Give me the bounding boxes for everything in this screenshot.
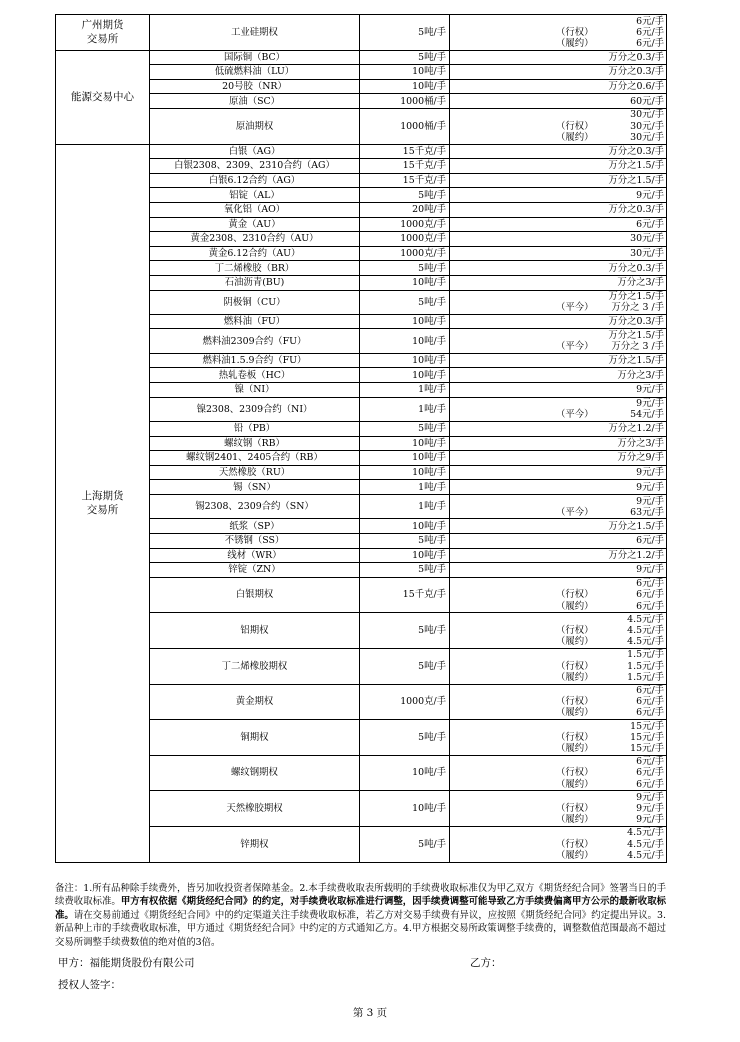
fee-line: [452, 398, 664, 409]
product-name-cell: 氧化铝（AO）: [150, 202, 360, 217]
note-text-part1: 备注：1.所有品种除手续费外，皆另加收投资者保障基金。2.本手续费收取表所载明的手续费收取标准仅为甲乙双方《期货经纪合同》签署当日的手续费收取标准。: [55, 883, 666, 908]
table-row: [56, 144, 667, 159]
product-name-cell: 工业硅期权: [150, 15, 360, 51]
fee-value: 万分之0.3/手: [608, 204, 664, 216]
product-name-cell: 镍2308、2309合约（NI）: [150, 397, 360, 421]
contract-unit-cell: 10吨/手: [360, 791, 450, 827]
contract-unit-cell: 1000克/手: [360, 232, 450, 247]
fee-cell: [450, 577, 667, 613]
fee-value: 6元/手: [636, 37, 664, 49]
fee-type-tag: （行权）: [556, 838, 594, 850]
fee-cell: [450, 519, 667, 534]
fee-value: 15元/手: [630, 743, 664, 755]
contract-unit-cell: 10吨/手: [360, 465, 450, 480]
fee-value: 6元/手: [636, 578, 664, 590]
fee-line: [452, 96, 664, 107]
fee-line: [452, 507, 664, 518]
fee-value: 9元/手: [636, 791, 664, 803]
fee-cell: [450, 648, 667, 684]
fee-line: [452, 535, 664, 546]
fee-cell: [450, 563, 667, 578]
fee-table-body: [56, 15, 667, 863]
fee-value: 4.5元/手: [627, 613, 664, 625]
product-name-cell: 线材（WR）: [150, 548, 360, 563]
contract-unit-cell: 15千克/手: [360, 577, 450, 613]
fee-type-tag: （履约）: [556, 778, 594, 790]
party-a-label: 甲方：福能期货股份有限公司: [58, 957, 195, 969]
product-name-cell: 黄金2308、2310合约（AU）: [150, 232, 360, 247]
contract-unit-cell: 10吨/手: [360, 755, 450, 791]
fee-line: [452, 767, 664, 778]
fee-line: [452, 850, 664, 861]
fee-value: 6元/手: [636, 756, 664, 768]
fee-value: 6元/手: [636, 15, 664, 27]
fee-value: 万分之0.3/手: [608, 51, 664, 63]
fee-line: [452, 132, 664, 143]
fee-value: 6元/手: [636, 26, 664, 38]
fee-value: 6元/手: [636, 685, 664, 697]
fee-value: 6元/手: [636, 218, 664, 230]
fee-value: 万分之1.5/手: [608, 355, 664, 367]
product-name-cell: 铜期权: [150, 720, 360, 756]
product-name-cell: 镍（NI）: [150, 383, 360, 398]
fee-cell: [450, 275, 667, 290]
fee-cell: [450, 613, 667, 649]
fee-line: [452, 482, 664, 493]
product-name-cell: 锡（SN）: [150, 480, 360, 495]
fee-cell: [450, 495, 667, 519]
product-name-cell: 黄金期权: [150, 684, 360, 720]
product-name-cell: 白银期权: [150, 577, 360, 613]
fee-type-tag: （履约）: [556, 849, 594, 861]
fee-line: [452, 16, 664, 27]
contract-unit-cell: 5吨/手: [360, 720, 450, 756]
fee-line: [452, 779, 664, 790]
fee-type-tag: （行权）: [556, 731, 594, 743]
product-name-cell: 国际铜（BC）: [150, 50, 360, 65]
contract-unit-cell: 15千克/手: [360, 144, 450, 159]
fee-type-tag: （行权）: [556, 589, 594, 601]
fee-line: [452, 636, 664, 647]
fee-line: [452, 384, 664, 395]
fee-value: 6元/手: [636, 589, 664, 601]
fee-line: [452, 438, 664, 449]
product-name-cell: 白银（AG）: [150, 144, 360, 159]
product-name-cell: 热轧卷板（HC）: [150, 368, 360, 383]
fee-type-tag: （平今）: [556, 409, 594, 421]
fee-value: 9元/手: [636, 495, 664, 507]
fee-type-tag: （行权）: [556, 26, 594, 38]
contract-unit-cell: 20吨/手: [360, 202, 450, 217]
fee-line: [452, 732, 664, 743]
fee-line: [452, 625, 664, 636]
fee-line: [452, 204, 664, 215]
contract-unit-cell: 10吨/手: [360, 314, 450, 329]
fee-value: 9元/手: [636, 384, 664, 396]
fee-line: [452, 707, 664, 718]
product-name-cell: 低硫燃料油（LU）: [150, 65, 360, 80]
fee-cell: [450, 173, 667, 188]
contract-unit-cell: 5吨/手: [360, 50, 450, 65]
note-text-part2: 请在交易前通过《期货经纪合同》中的约定渠道关注手续费收取标准，若乙方对交易手续费有异议，应按照《期货经纪合同》约定提出异议。3.新品种上市的手续费收取标准，甲方通过《期货经纪合同》中约定的方式通知乙方。4.甲方根据交易所政策调整手续费的，调整数值范围最高不超过交易所调整手续费数值的绝对值的3倍。: [55, 909, 666, 948]
fee-value: 万分之1.2/手: [608, 423, 664, 435]
fee-type-tag: （行权）: [556, 803, 594, 815]
fee-cell: [450, 720, 667, 756]
exchange-name-cell: 上海期货交易所: [56, 144, 150, 862]
fee-line: [452, 302, 664, 313]
fee-line: [452, 291, 664, 302]
fee-value: 万分之0.3/手: [608, 316, 664, 328]
fee-value: 万分之0.3/手: [608, 262, 664, 274]
contract-unit-cell: 15千克/手: [360, 159, 450, 174]
fee-line: [452, 330, 664, 341]
fee-value: 万分之 3 /手: [611, 302, 664, 314]
fee-cell: [450, 791, 667, 827]
contract-unit-cell: 1000桶/手: [360, 108, 450, 144]
fee-value: 万分之3/手: [617, 277, 664, 289]
fee-value: 4.5元/手: [627, 849, 664, 861]
contract-unit-cell: 10吨/手: [360, 519, 450, 534]
fee-line: [452, 814, 664, 825]
fee-line: [452, 521, 664, 532]
fee-line: [452, 27, 664, 38]
fee-value: 1.5元/手: [627, 671, 664, 683]
fee-value: 4.5元/手: [627, 838, 664, 850]
fee-type-tag: （行权）: [556, 625, 594, 637]
contract-unit-cell: 10吨/手: [360, 79, 450, 94]
fee-line: [452, 52, 664, 63]
fee-value: 万分之9/手: [617, 452, 664, 464]
fee-type-tag: （履约）: [556, 707, 594, 719]
fee-cell: [450, 50, 667, 65]
fee-line: [452, 38, 664, 49]
product-name-cell: 石油沥青(BU): [150, 275, 360, 290]
fee-type-tag: （平今）: [556, 506, 594, 518]
fee-line: [452, 263, 664, 274]
fee-cell: [450, 451, 667, 466]
fee-cell: [450, 397, 667, 421]
fee-line: [452, 316, 664, 327]
fee-cell: [450, 353, 667, 368]
fee-line: [452, 233, 664, 244]
contract-unit-cell: 10吨/手: [360, 436, 450, 451]
fee-value: 30元/手: [630, 120, 664, 132]
product-name-cell: 原油期权: [150, 108, 360, 144]
contract-unit-cell: 1000克/手: [360, 217, 450, 232]
fee-type-tag: （履约）: [556, 131, 594, 143]
product-name-cell: 阴极铜（CU）: [150, 290, 360, 314]
fee-cell: [450, 368, 667, 383]
fee-line: [452, 827, 664, 838]
fee-line: [452, 649, 664, 660]
contract-unit-cell: 10吨/手: [360, 275, 450, 290]
fee-value: 万分之1.5/手: [608, 174, 664, 186]
fee-line: [452, 550, 664, 561]
fee-cell: [450, 108, 667, 144]
contract-unit-cell: 10吨/手: [360, 368, 450, 383]
fee-cell: [450, 94, 667, 109]
product-name-cell: 天然橡胶（RU）: [150, 465, 360, 480]
contract-unit-cell: 5吨/手: [360, 422, 450, 437]
fee-value: 30元/手: [630, 131, 664, 143]
fee-value: 30元/手: [630, 109, 664, 121]
fee-value: 9元/手: [636, 814, 664, 826]
contract-unit-cell: 15千克/手: [360, 173, 450, 188]
contract-unit-cell: 5吨/手: [360, 188, 450, 203]
fee-table: [55, 14, 667, 863]
fee-value: 9元/手: [636, 467, 664, 479]
product-name-cell: 白银2308、2309、2310合约（AG）: [150, 159, 360, 174]
table-row: [56, 50, 667, 65]
fee-cell: [450, 217, 667, 232]
product-name-cell: 锡2308、2309合约（SN）: [150, 495, 360, 519]
fee-type-tag: （行权）: [556, 660, 594, 672]
party-b-label: 乙方：: [470, 957, 502, 969]
fee-line: [452, 803, 664, 814]
product-name-cell: 丁二烯橡胶（BR）: [150, 261, 360, 276]
contract-unit-cell: 5吨/手: [360, 648, 450, 684]
fee-cell: [450, 159, 667, 174]
product-name-cell: 铝锭（AL）: [150, 188, 360, 203]
fee-cell: [450, 755, 667, 791]
fee-value: 1.5元/手: [627, 649, 664, 661]
fee-cell: [450, 15, 667, 51]
contract-unit-cell: 1000克/手: [360, 246, 450, 261]
fee-line: [452, 564, 664, 575]
fee-type-tag: （履约）: [556, 743, 594, 755]
fee-value: 万分之3/手: [617, 369, 664, 381]
contract-unit-cell: 1吨/手: [360, 397, 450, 421]
fee-value: 万分之0.6/手: [608, 80, 664, 92]
fee-value: 6元/手: [636, 707, 664, 719]
fee-line: [452, 160, 664, 171]
fee-cell: [450, 65, 667, 80]
exchange-name-cell: 能源交易中心: [56, 50, 150, 144]
fee-value: 15元/手: [630, 731, 664, 743]
authorized-signature-label: 授权人签字：: [58, 979, 121, 991]
contract-unit-cell: 5吨/手: [360, 563, 450, 578]
contract-unit-cell: 5吨/手: [360, 534, 450, 549]
exchange-name-cell: 广州期货交易所: [56, 15, 150, 51]
fee-type-tag: （履约）: [556, 37, 594, 49]
fee-line: [452, 423, 664, 434]
fee-type-tag: （履约）: [556, 814, 594, 826]
product-name-cell: 黄金（AU）: [150, 217, 360, 232]
fee-cell: [450, 826, 667, 862]
fee-line: [452, 589, 664, 600]
contract-unit-cell: 5吨/手: [360, 15, 450, 51]
contract-unit-cell: 1000桶/手: [360, 94, 450, 109]
fee-line: [452, 219, 664, 230]
contract-unit-cell: 5吨/手: [360, 290, 450, 314]
fee-line: [452, 496, 664, 507]
fee-value: 万分之1.2/手: [608, 549, 664, 561]
fee-cell: [450, 232, 667, 247]
fee-line: [452, 452, 664, 463]
product-name-cell: 原油（SC）: [150, 94, 360, 109]
fee-type-tag: （行权）: [556, 120, 594, 132]
product-name-cell: 铝期权: [150, 613, 360, 649]
fee-value: 万分之0.3/手: [608, 66, 664, 78]
fee-cell: [450, 383, 667, 398]
product-name-cell: 天然橡胶期权: [150, 791, 360, 827]
fee-line: [452, 341, 664, 352]
fee-type-tag: （履约）: [556, 600, 594, 612]
fee-cell: [450, 684, 667, 720]
contract-unit-cell: 10吨/手: [360, 451, 450, 466]
fee-line: [452, 355, 664, 366]
product-name-cell: 纸浆（SP）: [150, 519, 360, 534]
fee-cell: [450, 436, 667, 451]
fee-line: [452, 743, 664, 754]
fee-line: [452, 792, 664, 803]
fee-cell: [450, 548, 667, 563]
fee-value: 30元/手: [630, 247, 664, 259]
fee-value: 6元/手: [636, 767, 664, 779]
fee-line: [452, 661, 664, 672]
fee-cell: [450, 480, 667, 495]
fee-line: [452, 578, 664, 589]
product-name-cell: 锌期权: [150, 826, 360, 862]
fee-value: 万分之1.5/手: [608, 329, 664, 341]
fee-value: 4.5元/手: [627, 625, 664, 637]
fee-cell: [450, 202, 667, 217]
fee-value: 54元/手: [630, 409, 664, 421]
fee-line: [452, 277, 664, 288]
product-name-cell: 白银6.12合约（AG）: [150, 173, 360, 188]
contract-unit-cell: 5吨/手: [360, 613, 450, 649]
fee-cell: [450, 246, 667, 261]
fee-line: [452, 696, 664, 707]
fee-type-tag: （行权）: [556, 696, 594, 708]
fee-line: [452, 190, 664, 201]
fee-type-tag: （平今）: [556, 341, 594, 353]
fee-line: [452, 121, 664, 132]
fee-value: 万分之1.5/手: [608, 520, 664, 532]
product-name-cell: 燃料油2309合约（FU）: [150, 329, 360, 353]
product-name-cell: 丁二烯橡胶期权: [150, 648, 360, 684]
fee-value: 9元/手: [636, 564, 664, 576]
fee-value: 6元/手: [636, 696, 664, 708]
fee-value: 9元/手: [636, 803, 664, 815]
remarks-note: [55, 882, 666, 949]
fee-cell: [450, 534, 667, 549]
fee-cell: [450, 422, 667, 437]
fee-line: [452, 409, 664, 420]
fee-value: 6元/手: [636, 600, 664, 612]
contract-unit-cell: 10吨/手: [360, 65, 450, 80]
fee-line: [452, 66, 664, 77]
contract-unit-cell: 10吨/手: [360, 329, 450, 353]
contract-unit-cell: 1000克/手: [360, 684, 450, 720]
fee-type-tag: （履约）: [556, 636, 594, 648]
fee-cell: [450, 144, 667, 159]
contract-unit-cell: 1吨/手: [360, 480, 450, 495]
product-name-cell: 燃料油1.5.9合约（FU）: [150, 353, 360, 368]
fee-line: [452, 721, 664, 732]
fee-value: 9元/手: [636, 481, 664, 493]
fee-line: [452, 109, 664, 120]
product-name-cell: 20号胶（NR）: [150, 79, 360, 94]
fee-value: 1.5元/手: [627, 660, 664, 672]
fee-line: [452, 672, 664, 683]
fee-value: 万分之1.5/手: [608, 160, 664, 172]
fee-cell: [450, 188, 667, 203]
fee-value: 万分之 3 /手: [611, 341, 664, 353]
fee-value: 30元/手: [630, 233, 664, 245]
fee-line: [452, 756, 664, 767]
fee-value: 万分之0.3/手: [608, 145, 664, 157]
contract-unit-cell: 1吨/手: [360, 495, 450, 519]
fee-value: 9元/手: [636, 398, 664, 410]
fee-line: [452, 146, 664, 157]
fee-line: [452, 248, 664, 259]
product-name-cell: 不锈钢（SS）: [150, 534, 360, 549]
fee-value: 万分之3/手: [617, 437, 664, 449]
fee-type-tag: （平今）: [556, 302, 594, 314]
fee-line: [452, 614, 664, 625]
table-row: [56, 15, 667, 51]
page-number: 第 3 页: [352, 1007, 388, 1019]
product-name-cell: 燃料油（FU）: [150, 314, 360, 329]
fee-value: 6元/手: [636, 535, 664, 547]
fee-cell: [450, 290, 667, 314]
fee-type-tag: （履约）: [556, 671, 594, 683]
fee-cell: [450, 314, 667, 329]
fee-line: [452, 175, 664, 186]
fee-line: [452, 685, 664, 696]
fee-cell: [450, 465, 667, 480]
fee-value: 4.5元/手: [627, 636, 664, 648]
product-name-cell: 锌锭（ZN）: [150, 563, 360, 578]
fee-value: 15元/手: [630, 720, 664, 732]
fee-value: 4.5元/手: [627, 827, 664, 839]
fee-line: [452, 839, 664, 850]
fee-line: [452, 467, 664, 478]
product-name-cell: 铅（PB）: [150, 422, 360, 437]
fee-cell: [450, 79, 667, 94]
fee-line: [452, 370, 664, 381]
contract-unit-cell: 5吨/手: [360, 826, 450, 862]
contract-unit-cell: 1吨/手: [360, 383, 450, 398]
fee-line: [452, 81, 664, 92]
fee-value: 60元/手: [630, 95, 664, 107]
fee-cell: [450, 261, 667, 276]
fee-type-tag: （行权）: [556, 767, 594, 779]
fee-line: [452, 601, 664, 612]
note-text-bold: 甲方有权依据《期货经纪合同》的约定，对手续费收取标准进行调整，因手续费调整可能导致乙方手续费偏离甲方公示的最新收取标准。: [55, 896, 666, 921]
contract-unit-cell: 10吨/手: [360, 548, 450, 563]
product-name-cell: 螺纹钢2401、2405合约（RB）: [150, 451, 360, 466]
contract-unit-cell: 10吨/手: [360, 353, 450, 368]
fee-cell: [450, 329, 667, 353]
fee-value: 9元/手: [636, 189, 664, 201]
fee-value: 6元/手: [636, 778, 664, 790]
product-name-cell: 螺纹钢期权: [150, 755, 360, 791]
fee-value: 63元/手: [630, 506, 664, 518]
fee-value: 万分之1.5/手: [608, 291, 664, 302]
product-name-cell: 螺纹钢（RB）: [150, 436, 360, 451]
contract-unit-cell: 5吨/手: [360, 261, 450, 276]
product-name-cell: 黄金6.12合约（AU）: [150, 246, 360, 261]
